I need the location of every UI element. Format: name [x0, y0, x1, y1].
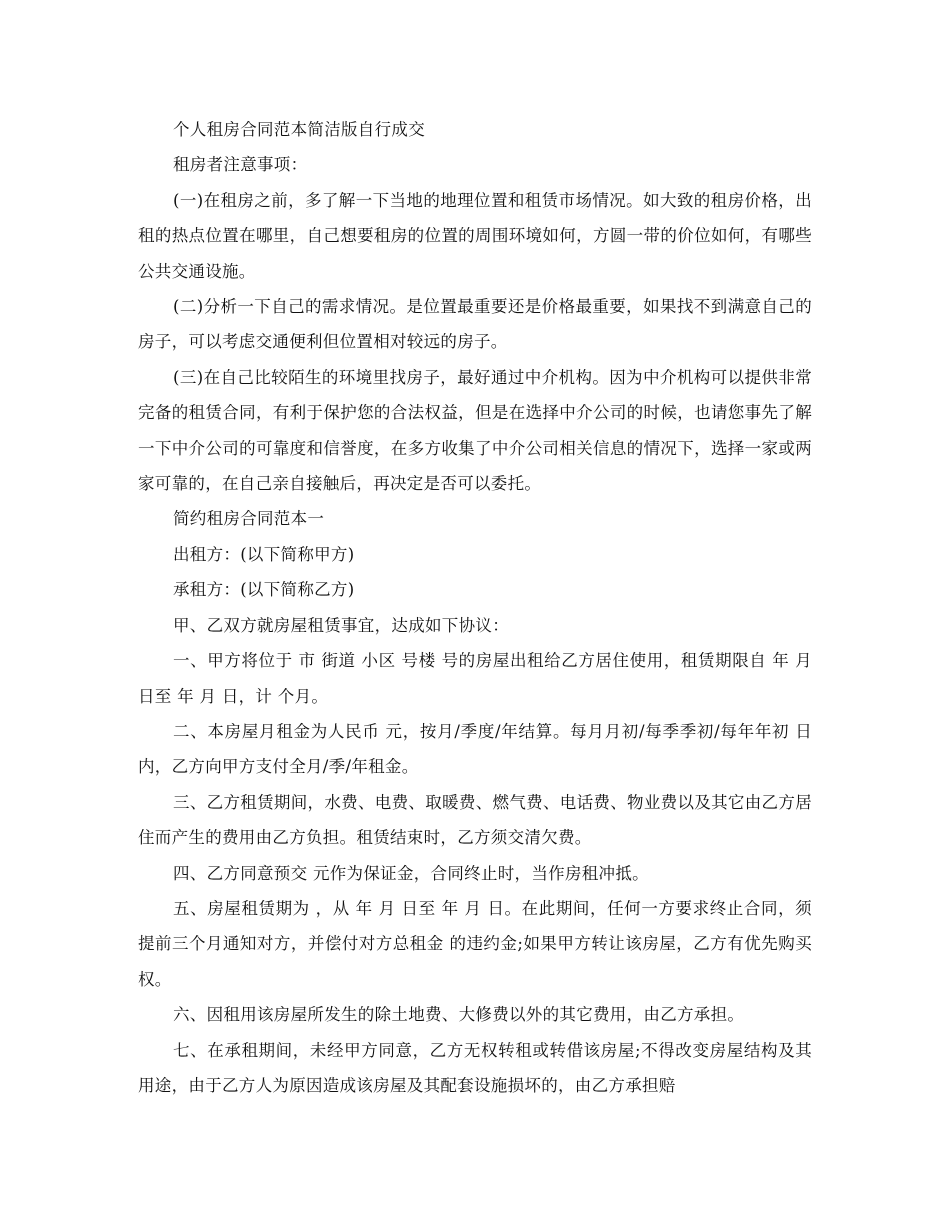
contract-clause: 六、因租用该房屋所发生的除土地费、大修费以外的其它费用，由乙方承担。 — [173, 1005, 745, 1025]
contract-clause: 一、甲方将位于 市 街道 小区 号楼 号的房屋出租给乙方居住使用，租赁期限自 年 月 日至 年 月 日，计 个月。 — [138, 651, 812, 706]
agreement-intro: 甲、乙双方就房屋租赁事宜，达成如下协议： — [173, 615, 509, 635]
contract-clause: 四、乙方同意预交 元作为保证金，合同终止时，当作房租冲抵。 — [173, 863, 649, 883]
notice-heading: 租房者注意事项： — [173, 155, 308, 175]
document-title: 个人租房合同范本简洁版自行成交 — [173, 120, 425, 139]
contract-heading: 简约租房合同范本一 — [173, 509, 325, 529]
notice-item: (三)在自己比较陌生的环境里找房子，最好通过中介机构。因为中介机构可以提供非常完备的租赁合同，有利于保护您的合法权益，但是在选择中介公司的时候，也请您事先了解一下中介公司的可靠度和信誉度，在多方收集了中介公司相关信息的情况下，选择一家或两家可靠的，在自己亲自接触后，再决定是否可以委托。 — [138, 367, 812, 494]
contract-clause: 二、本房屋月租金为人民币 元，按月/季度/年结算。每月月初/每季季初/每年年初 日内，乙方向甲方支付全月/季/年租金。 — [138, 721, 812, 777]
notice-item: (二)分析一下自己的需求情况。是位置最重要还是价格最重要，如果找不到满意自己的房子，可以考虑交通便利但位置相对较远的房子。 — [138, 297, 812, 352]
contract-clause: 五、房屋租赁期为 ，从 年 月 日至 年 月 日。在此期间，任何一方要求终止合同，须提前三个月通知对方，并偿付对方总租金 的违约金;如果甲方转让该房屋，乙方有优先购买权。 — [138, 898, 812, 989]
document-body — [138, 112, 812, 1103]
lessor-line: 出租方：(以下简称甲方) — [173, 544, 355, 564]
lessee-line: 承租方：(以下简称乙方) — [173, 580, 355, 600]
contract-clause: 三、乙方租赁期间，水费、电费、取暖费、燃气费、电话费、物业费以及其它由乙方居住而产生的费用由乙方负担。租赁结束时，乙方须交清欠费。 — [138, 792, 812, 848]
contract-clause: 七、在承租期间，未经甲方同意，乙方无权转租或转借该房屋;不得改变房屋结构及其用途，由于乙方人为原因造成该房屋及其配套设施损坏的，由乙方承担赔 — [138, 1040, 812, 1095]
notice-item: (一)在租房之前，多了解一下当地的地理位置和租赁市场情况。如大致的租房价格，出租的热点位置在哪里，自己想要租房的位置的周围环境如何，方圆一带的价位如何，有哪些公共交通设施。 — [138, 190, 812, 281]
